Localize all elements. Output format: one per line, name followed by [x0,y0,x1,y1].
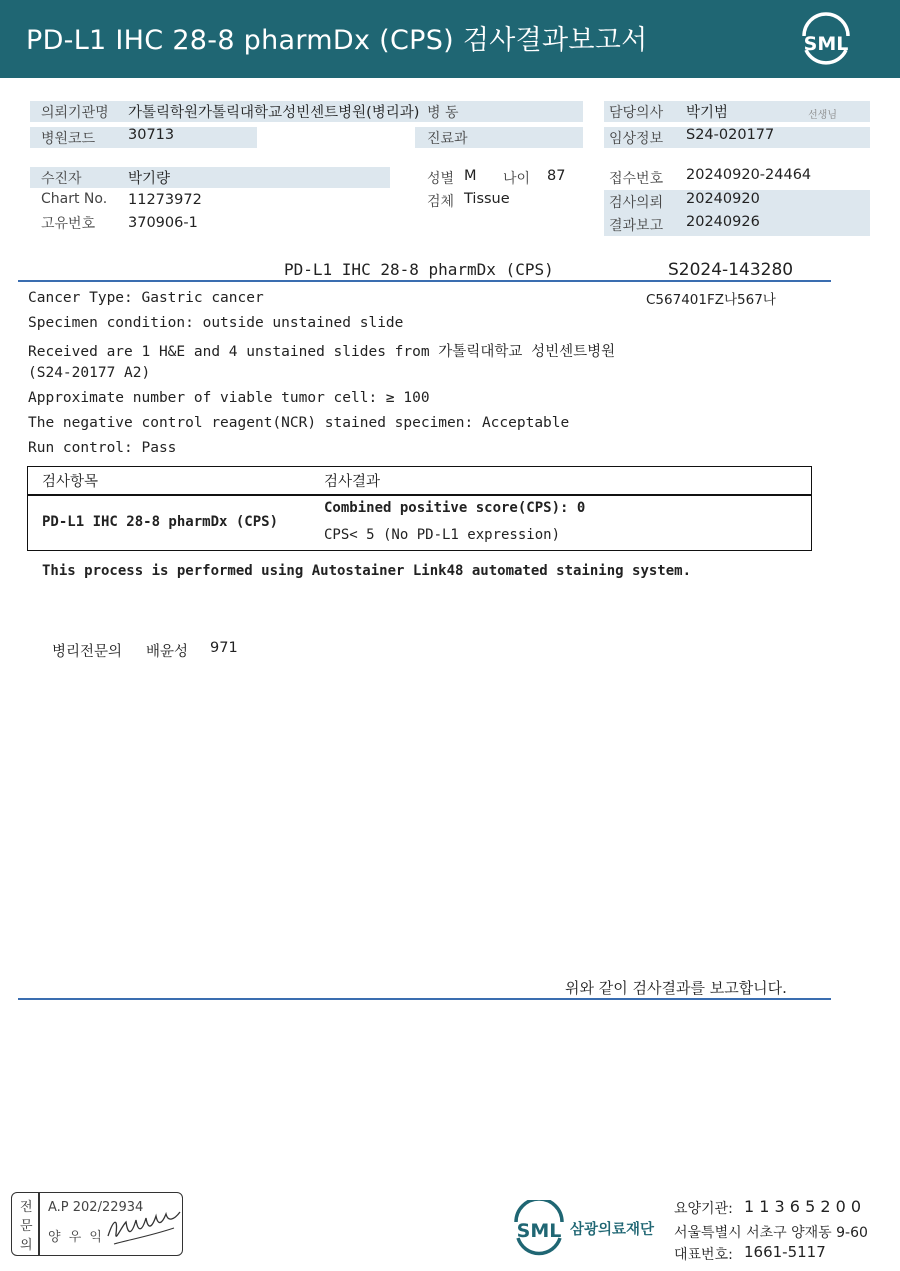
test-number: S2024-143280 [668,260,794,280]
specimen-value: Tissue [464,191,510,207]
sml-logo-text: SML [803,33,849,55]
col-item-header: 검사항목 [42,474,99,490]
org-name: 삼광의료재단 [570,1222,655,1238]
result-score-cell: Combined positive score(CPS): 0 [324,500,586,516]
ncr-line: The negative control reagent(NCR) stained specimen: Acceptable [28,415,570,431]
unique-label: 고유번호 [41,216,96,232]
signature-icon [104,1206,184,1250]
stamp-name: 양 우 익 [48,1230,104,1245]
institution-value: 가톨릭학원가톨릭대학교성빈센트병원(병리과) [128,105,420,121]
process-note: This process is performed using Autostainer Link48 automated staining system. [42,563,692,579]
sml-footer-logo-text: SML [516,1220,562,1242]
sml-footer-logo-icon [510,1200,568,1256]
report-value: 20240926 [686,214,760,230]
closing-statement: 위와 같이 검사결과를 보고합니다. [565,979,787,997]
cancer-type-line: Cancer Type: Gastric cancer [28,290,264,306]
clinical-info-value: S24-020177 [686,127,775,143]
sex-value: M [464,168,477,184]
pathologist-label: 병리전문의 [52,644,123,660]
stamp-char-1: 전 [20,1200,33,1215]
hospital-code-value: 30713 [128,127,175,143]
clinical-info-label: 임상정보 [609,131,664,147]
pathologist-number: 971 [210,640,238,656]
sex-label: 성별 [427,171,455,187]
code-value: 1 1 3 6 5 2 0 0 [744,1197,862,1216]
report-label: 결과보고 [609,218,664,234]
request-label: 검사의뢰 [609,195,664,211]
examinee-label: 수진자 [41,171,82,187]
chart-value: 11273972 [128,192,202,208]
unique-value: 370906-1 [128,215,198,231]
run-control-line: Run control: Pass [28,440,177,456]
doctor-value: 박기범 [686,105,729,121]
specimen-condition-line: Specimen condition: outside unstained slide [28,315,404,331]
hospital-code-label: 병원코드 [41,131,96,147]
closing-rule [18,998,831,1000]
phone-value: 1661-5117 [744,1243,826,1261]
received-line: Received are 1 H&E and 4 unstained slides from 가톨릭대학교 성빈센트병원 [28,344,616,360]
reception-label: 접수번호 [609,171,664,187]
stamp-char-2: 문 [20,1219,33,1234]
specimen-label: 검체 [427,194,455,210]
request-value: 20240920 [686,191,760,207]
code-label: 요양기관: [674,1201,733,1217]
institution-label: 의뢰기관명 [41,105,109,121]
pathologist-name: 배윤성 [146,644,189,660]
report-title: PD-L1 IHC 28-8 pharmDx (CPS) 검사결과보고서 [26,25,648,56]
tumor-cell-line: Approximate number of viable tumor cell: ≥ 100 [28,390,430,406]
chart-label: Chart No. [41,191,108,207]
header-rule [18,280,831,282]
test-name-heading: PD-L1 IHC 28-8 pharmDx (CPS) [284,260,554,279]
table-item-cell: PD-L1 IHC 28-8 pharmDx (CPS) [42,514,279,530]
department-label: 진료과 [427,131,468,147]
result-interpretation-cell: CPS< 5 (No PD-L1 expression) [324,527,561,543]
examinee-value: 박기량 [128,171,171,187]
doctor-suffix: 선생님 [808,110,837,121]
test-code: C567401FZ나567나 [646,292,776,308]
result-table [27,466,812,551]
doctor-label: 담당의사 [609,105,664,121]
reception-value: 20240920-24464 [686,167,812,183]
ward-label: 병 동 [427,105,459,121]
table-header-divider [28,494,811,496]
sml-logo-icon [796,12,856,68]
stamp-ap-number: A.P 202/22934 [48,1200,144,1215]
slide-id-line: (S24-20177 A2) [28,365,151,381]
phone-label: 대표번호: [674,1247,733,1263]
stamp-char-3: 의 [20,1238,33,1253]
address: 서울특별시 서초구 양재동 9-60 [674,1225,868,1241]
col-result-header: 검사결과 [324,474,381,490]
stamp-divider [38,1192,40,1256]
examinee-bg [30,167,390,188]
age-label: 나이 [503,171,531,187]
age-value: 87 [547,168,566,184]
